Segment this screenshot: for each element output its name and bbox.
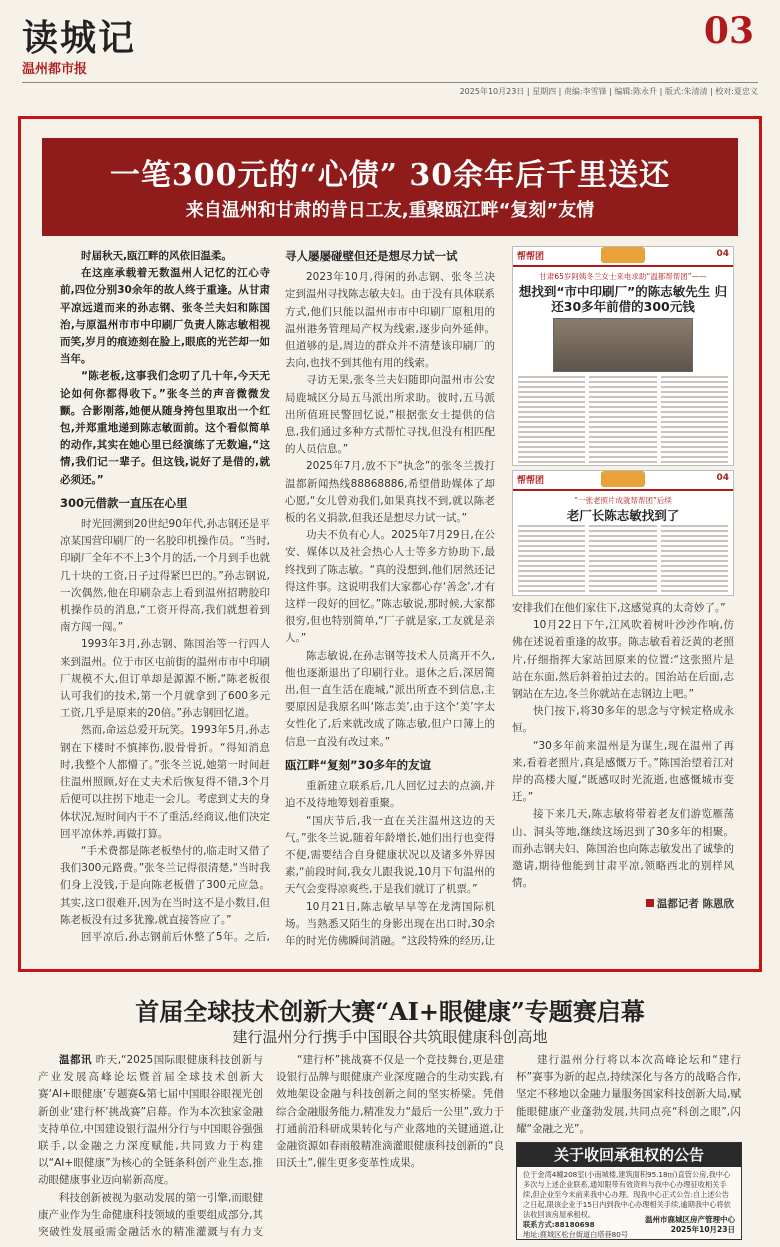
paragraph: 建行温州分行将以本次高峰论坛和“建行杯”赛事为新的起点,持续深化与各方的战略合作,坚定不移地以金融力量服务国家科技创新大局,赋能眼健康产业蓬勃发展,共同点亮“科创之眼”,闪耀“金融之光”。 [516, 1054, 741, 1135]
clipping-logo: 帮帮团 [517, 476, 545, 486]
story2-title: 首届全球技术创新大赛“AI+眼健康”专题赛启幕 [135, 997, 645, 1026]
story2-column-3 [516, 1052, 741, 1142]
clipping-headline: 老厂长陈志敏找到了 [566, 508, 680, 523]
paragraph: 时光回溯到20世纪90年代,孙志钢还是平凉某国营印刷厂的一名胶印机操作员。“当时,印刷厂全年不不上3个月的活,一个月到手也就几十块的工资,日子过得紧巴巴的。”孙志钢说,一次偶然,他在印刷杂志上看到温州招聘胶印机操作员的消息,“工资开得高,我们就想着到南方闯一闯。” [60, 518, 270, 634]
paragraph: 2023年10月,得闲的孙志钢、张冬兰决定到温州寻找陈志敏夫妇。由于没有具体联系方式,他们只能以温州市市中印刷厂原租用的温州港务管理局产权为线索,逐步向外延伸。但道够的是,周边的群众并不清楚该印刷厂的去向,也找不到其他有用的线索。 [285, 271, 495, 370]
feature-column-3 [512, 600, 734, 955]
paper-name: 温州都市报 [22, 62, 88, 77]
paragraph: 时届秋天,瓯江畔的风依旧温柔。 [81, 250, 232, 262]
issue-meta: 2025年10月23日 | 星期四 | 责编:李雪锋 | 编辑:陈永升 | 版式:朱清清 | 校对:夏忠义 [459, 87, 758, 96]
paragraph: “国庆节后,我一直在关注温州这边的天气。”张冬兰说,随着年龄增长,她们出行也变得不便,需要结合自身健康状况以及诸多外界因素,“前段时间,我女儿跟我说,10月下旬温州的天气会变得凉爽些,于是我们就订了机票。” [285, 814, 495, 896]
section-heading: 寻人屡屡碰壁但还是想尽力试一试 [285, 249, 458, 263]
clipping-body-text [518, 525, 728, 596]
byline-text: 温都记者 陈恩欣 [656, 898, 734, 911]
paragraph: 接下来几天,陈志敏将带着老友们游览雁荡山、洞头等地,继续这场迟到了30多年的相聚。而孙志钢夫妇、陈国治也向陈志敏发出了诚挚的邀请,期待他能到甘肃平凉,领略西北的别样风情。 [512, 808, 734, 890]
paragraph: 科技创新被视为驱动发展的第一引擎,而眼健康产业作为生命健康科技领域的重要组成部分,其突破性发展亟需金融活水的精准灌溉与有力支 [38, 1191, 263, 1239]
masthead [22, 10, 758, 105]
paragraph: 功夫不负有心人。2025年7月29日,在公安、媒体以及社会热心人士等多方协助下,最终找到了陈志敏。“真的没想到,他们居然还记得这件事。这说明我们大家都心存‘善念’,才有这样一段好的回忆。”陈志敏说,那时候,大家都很穷,但也特别简单,“厂子就是家,工友就是亲人。” [285, 529, 495, 645]
public-notice [516, 1142, 742, 1240]
feature-column-2 [285, 248, 495, 948]
story2-column-1 [38, 1052, 263, 1242]
clipping-badge-icon [601, 471, 645, 487]
section-title: 读城记 [22, 17, 137, 59]
paragraph: 快门按下,将30多年的思念与守候定格成永恒。 [512, 705, 734, 735]
clipping-headline: 想找到“市中印刷厂”的陈志敏先生 归还30多年前借的300元钱 [518, 284, 728, 314]
notice-date: 2025年10月23日 [670, 1225, 735, 1234]
feature-title: 一笔300元的“心债” 30余年后千里送还 [109, 158, 671, 193]
story2-subtitle: 建行温州分行携手中国眼谷共筑眼健康科创高地 [232, 1028, 548, 1046]
notice-text: 位于金湾4幢208室(小南城楼,建筑面积95.18㎡)直管公房,我中心多次与上述企业联系,通知限带有效资料与我中心办理征收相关手续,但企业至今未前来我中心办理。现我中心正式公告:自上述公告之日起,限该企业于15日内到我中心办理相关手续,逾期我中心将依法收回该房屋承租权。 [523, 1170, 731, 1219]
notice-contact: 联系方式:88180698 [523, 1220, 595, 1229]
page-number: 03 [703, 10, 754, 52]
clipping-page-number: 04 [716, 473, 729, 483]
feature-column-1 [60, 248, 270, 948]
newspaper-clipping-2 [512, 470, 734, 596]
feature-subtitle: 来自温州和甘肃的昔日工友,重聚瓯江畔“复刻”友情 [185, 200, 595, 221]
clipping-header [513, 247, 733, 267]
clipping-kicker: “一张老照片成就帮帮团”后续 [574, 496, 672, 505]
section-heading: 瓯江畔“复刻”30多年的友谊 [285, 757, 432, 772]
paragraph: 重新建立联系后,几人回忆过去的点滴,并迫不及待地筹划着重聚。 [285, 780, 495, 810]
clipping-page-number: 04 [716, 249, 729, 259]
paragraph: 然而,命运总爱开玩笑。1993年5月,孙志钢在下楼时不慎摔伤,股骨骨折。“得知消息时,我整个人都懵了。”张冬兰说,她第一时间赶往温州照顾,好在丈夫术后恢复得不错,3个月后便可以拄拐下地走一会儿。考虑到丈夫的身体状况,短时间内干不了重活,经商议,他们决定回平凉休养,再做打算。 [60, 724, 270, 840]
paragraph: 在这座承载着无数温州人记忆的江心寺前,四位分别30余年的故人终于重逢。从甘肃平凉远道而来的孙志钢、张冬兰夫妇和陈国治,与原温州市市中印刷厂负责人陈志敏相视而笑,岁月的痕迹刻在脸上,眼底的光芒却一如当年。 [60, 267, 270, 366]
clipping-body-text [518, 376, 728, 466]
feature-headline-banner [42, 138, 738, 236]
paragraph: 寻访无果,张冬兰夫妇随即向温州市公安局鹿城区分局五马派出所求助。彼时,五马派出所值班民警回忆说,“根据张女士提供的信息,我们通过多种方式帮忙寻找,但没有相匹配的人员信息。” [285, 374, 495, 456]
clipping-photo [553, 318, 693, 372]
clipping-badge-icon [601, 247, 645, 263]
paragraph: “手术费都是陈老板垫付的,临走时又借了我们300元路费。”张冬兰记得很清楚,“当时我们身上没钱,于是向陈老板借了300元应急。其实,这口很难开,因为在当时这不是小数目,但陈老板没有过多犹豫,就直接答应了。” [60, 844, 270, 926]
notice-title: 关于收回承租权的公告 [517, 1143, 741, 1167]
section-heading: 300元借款一直压在心里 [60, 495, 188, 510]
story2-column-2 [276, 1052, 504, 1242]
bullet-square-icon [646, 899, 654, 907]
clipping-logo: 帮帮团 [517, 252, 545, 262]
paragraph: 陈志敏说,在孙志钢等技术人员离开不久,他也逐渐退出了印刷行业。退休之后,深居简出,但一直生活在鹿城,“派出所查不到信息,主要原因是我原名叫‘陈志美’,由于这个‘美’字太女性化了,后来就改成了陈志敏,但户口簿上的信息一直没有改过来。” [285, 649, 495, 748]
clipping-header [513, 471, 733, 491]
paragraph: 1993年3月,孙志钢、陈国治等一行四人来到温州。位于市区屯前街的温州市市中印刷厂规模不大,但订单却是源源不断,“陈老板很认可我们的技术,第一个月就拿到了600多元工资,几乎是原来的20倍。”孙志钢回忆道。 [60, 638, 270, 720]
notice-address: 地址:鹿城区松台街道白塔巷80号 [523, 1230, 629, 1239]
paragraph: 回平凉后,孙志钢前后休整了5年。之后, [81, 930, 270, 943]
byline [512, 896, 734, 913]
paragraph: 安排我们在他们家住下,这感觉真的太奇妙了。” [512, 602, 726, 614]
clipping-kicker: 甘肃65岁阿姨冬兰女士来电求助“温都帮帮团”—— [539, 272, 707, 281]
paragraph: 10月22日下午,江风吹着树叶沙沙作响,仿佛在述说着重逢的故事。陈志敏看着泛黄的老照片,仔细指挥大家站回原来的位置:“这张照片是站在东面,然后斜着拍过去的。国治站在后面,志钢站在左边,冬兰你就站在志钢边上吧。” [512, 619, 734, 701]
paragraph: 2025年7月,放不下“执念”的张冬兰拨打温都新闻热线88868886,希望借助媒体了却心愿,“女儿曾劝我们,如果真找不到,就以陈老板的名义捐款,但我还是想尽力试一试。” [285, 460, 495, 525]
newspaper-clipping-1 [512, 246, 734, 466]
paragraph: 昨天,“2025国际眼健康科技创新与产业发展高峰论坛暨首届全球技术创新大赛‘AI+眼健康’专题赛&第七届中国眼谷眼视光创新创业‘建行杯’挑战赛”启幕。作为本次独家金融支持单位,中国建设银行温州分行与中国眼谷强强联手,以金融之力深度赋能,共同致力于构建以“AI+眼健康”为核心的全链条科创产业生态,推动眼健康事业迈向崭新高度。 [38, 1054, 263, 1187]
paragraph: “建行杯”挑战赛不仅是一个竞技舞台,更是建设银行品牌与眼健康产业深度融合的生动实践,有效地架设金融与科技创新之间的坚实桥梁。凭借综合金融服务能力,精准发力“最后一公里”,致力于打通前沿科研成果转化与产业落地的关键通道,让金融资源如春雨般精准滴灌眼健康科技创新的“良田沃土”,催生更多变革性成果。 [276, 1054, 504, 1170]
paragraph: “30多年前来温州是为谋生,现在温州了再来,看着老照片,真是感慨万千。”陈国治望着江对岸的高楼大厦,“既感叹时光流逝,也感慨城市变迁。” [512, 739, 734, 804]
notice-signature [645, 1215, 735, 1235]
paragraph: “陈老板,这事我们念叨了几十年,今天无论如何你都得收下。”张冬兰的声音微微发颤。合影刚落,她便从随身挎包里取出一个红包,并郑重地递到陈志敏面前。这个看似简单的动作,其实在她心里已经演练了无数遍,“这情,我们记一辈子。但这钱,说好了是借的,就必须还。” [60, 370, 270, 486]
divider [22, 82, 758, 83]
paragraph: 10月21日,陈志敏早早等在龙湾国际机场。当熟悉又陌生的身影出现在出口时,30余年的时光仿佛瞬间消融。“这段特殊的经历,让 [285, 900, 495, 947]
notice-issuer: 温州市鹿城区房产管理中心 [645, 1215, 735, 1224]
dateline: 温都讯 [59, 1054, 92, 1066]
